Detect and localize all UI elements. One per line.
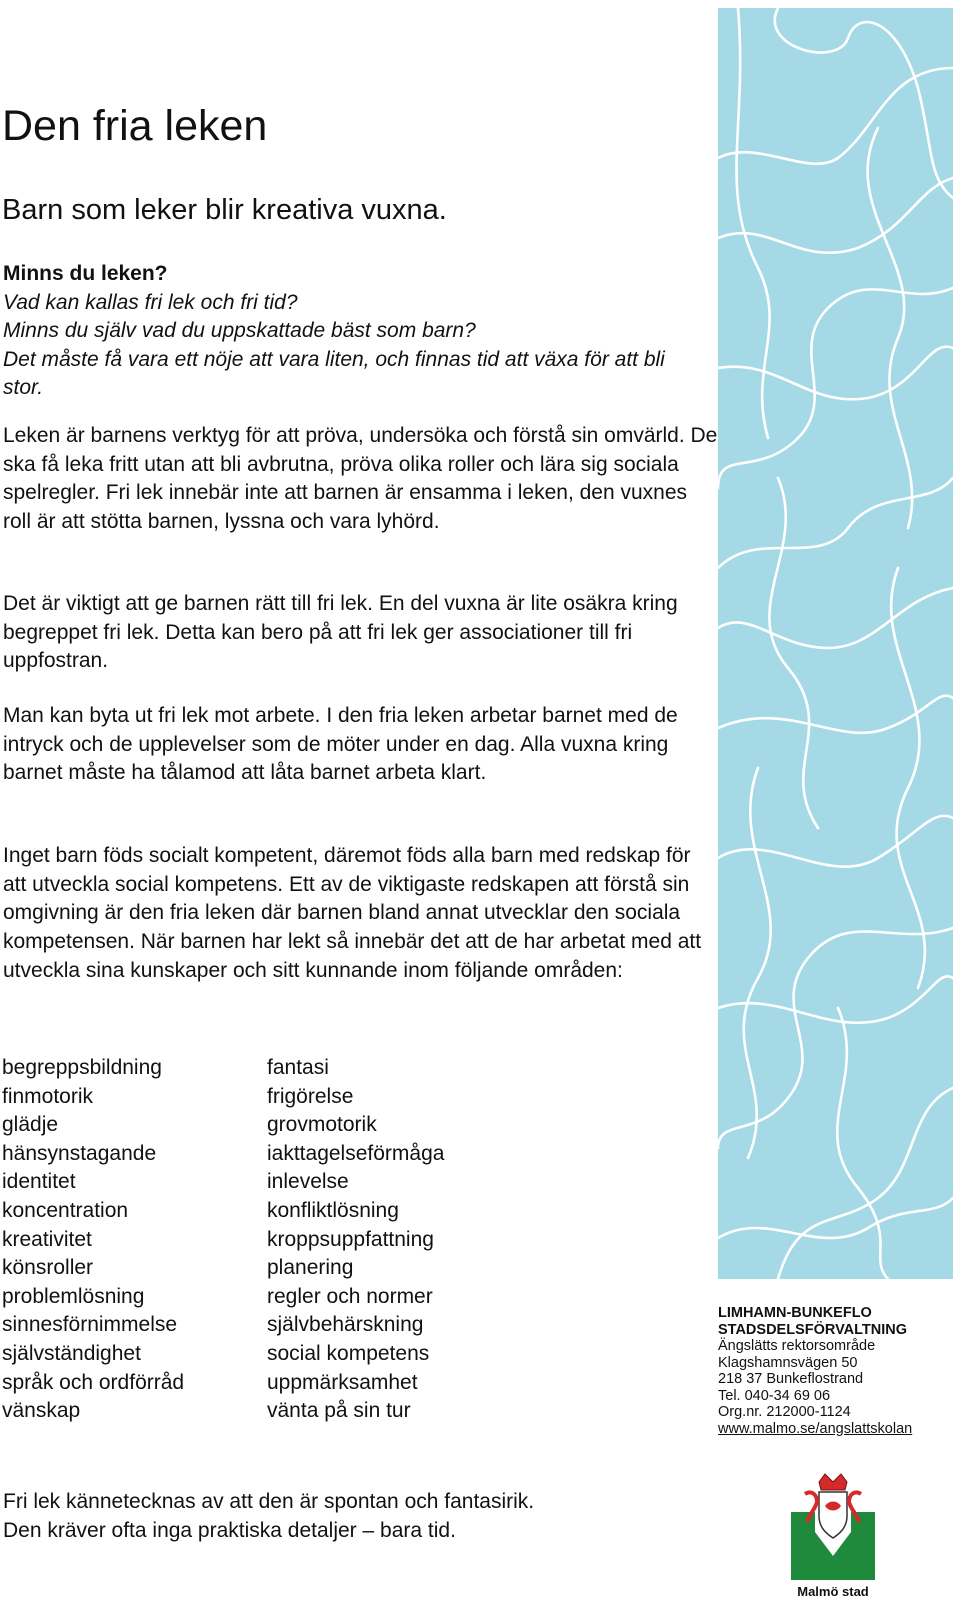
- list-item: sinnesförnimmelse: [2, 1313, 178, 1337]
- list-item: fantasi: [267, 1056, 329, 1079]
- intro-line: Vad kan kallas fri lek och fri tid?: [3, 290, 298, 314]
- areas-list-left: [2, 1054, 184, 1426]
- list-item: uppmärksamhet: [267, 1370, 418, 1394]
- list-item: iakttagelseförmåga: [267, 1141, 445, 1165]
- paragraph-social-kompetens: Inget barn föds socialt kompetent, däremot föds alla barn med redskap för att utveckla social kompetens. Ett av de viktigaste redskapen att förstå sin omgivning är den fria leken där barnen bland annat utvecklar den sociala kompetensen. När barnen har lekt så innebär det att de har arbetat med att utveckla sina kunskaper och sitt kunnande inom följande områden:: [3, 844, 702, 982]
- intro-block: [3, 260, 703, 403]
- list-item: språk och ordförråd: [2, 1370, 185, 1394]
- decorative-wave-pattern: [718, 8, 953, 1279]
- list-item: social kompetens: [267, 1341, 430, 1365]
- list-item: hänsynstagande: [2, 1141, 157, 1165]
- contact-address: [718, 1305, 958, 1437]
- list-item: självbehärskning: [267, 1313, 424, 1337]
- intro-heading: Minns du leken?: [3, 262, 168, 285]
- list-item: problemlösning: [2, 1284, 145, 1308]
- phone-number: Tel. 040-34 69 06: [718, 1387, 831, 1404]
- list-item: könsroller: [2, 1256, 94, 1280]
- list-item: glädje: [2, 1113, 59, 1137]
- paragraph-ratt-till-fri-lek: Det är viktigt att ge barnen rätt till fri lek. En del vuxna är lite osäkra kring begreppet fri lek. Detta kan bero på att fri lek ger associationer till fri uppfostran.: [3, 592, 678, 673]
- area-name: Ängslätts rektorsområde: [718, 1338, 876, 1354]
- postal-address: 218 37 Bunkeflostrand: [718, 1371, 864, 1387]
- list-item: vänskap: [2, 1399, 81, 1423]
- list-item: begreppsbildning: [2, 1056, 162, 1079]
- logo-label: Malmö stad: [797, 1584, 869, 1599]
- closing-block: [3, 1488, 703, 1545]
- list-item: koncentration: [2, 1198, 129, 1222]
- list-item: kreativitet: [2, 1227, 92, 1251]
- document-subtitle: Barn som leker blir kreativa vuxna.: [2, 194, 447, 226]
- website-link[interactable]: www.malmo.se/angslattskolan: [718, 1420, 913, 1437]
- document-title: Den fria leken: [2, 102, 268, 150]
- areas-list-right: [267, 1054, 444, 1426]
- street-address: Klagshamnsvägen 50: [718, 1354, 858, 1371]
- list-item: frigörelse: [267, 1084, 354, 1108]
- list-item: grovmotorik: [267, 1113, 377, 1137]
- list-item: regler och normer: [267, 1284, 433, 1308]
- list-item: inlevelse: [267, 1170, 349, 1194]
- organization-name: LIMHAMN-BUNKEFLO: [718, 1305, 872, 1321]
- org-number: Org.nr. 212000-1124: [718, 1404, 851, 1420]
- list-item: identitet: [2, 1170, 76, 1194]
- list-item: kroppsuppfattning: [267, 1227, 434, 1251]
- list-item: planering: [267, 1256, 354, 1280]
- list-item: vänta på sin tur: [267, 1399, 411, 1423]
- organization-name: STADSDELSFÖRVALTNING: [718, 1321, 908, 1338]
- list-item: självständighet: [2, 1341, 141, 1365]
- malmo-stad-logo-icon: [785, 1472, 881, 1597]
- list-item: konfliktlösning: [267, 1198, 399, 1222]
- intro-line: Minns du själv vad du uppskattade bäst som barn?: [3, 319, 476, 342]
- list-item: finmotorik: [2, 1084, 94, 1108]
- closing-line: Den kräver ofta inga praktiska detaljer – bara tid.: [3, 1518, 456, 1542]
- intro-line: Det måste få vara ett nöje att vara liten, och finnas tid att växa för att bli stor.: [3, 347, 665, 399]
- paragraph-arbete: Man kan byta ut fri lek mot arbete. I den fria leken arbetar barnet med de intryck och de upplevelser som de möter under en dag. Alla vuxna kring barnet måste ha tålamod att låta barnet arbeta klart.: [3, 704, 678, 785]
- paragraph-lek-verktyg: Leken är barnens verktyg för att pröva, undersöka och förstå sin omvärld. De ska få leka fritt utan att bli avbrutna, pröva olika roller och lära sig sociala spelregler. Fri lek innebär inte att barnen är ensamma i leken, den vuxnes roll är att stötta barnen, lyssna och vara lyhörd.: [3, 424, 718, 534]
- closing-line: Fri lek kännetecknas av att den är spontan och fantasirik.: [3, 1490, 535, 1513]
